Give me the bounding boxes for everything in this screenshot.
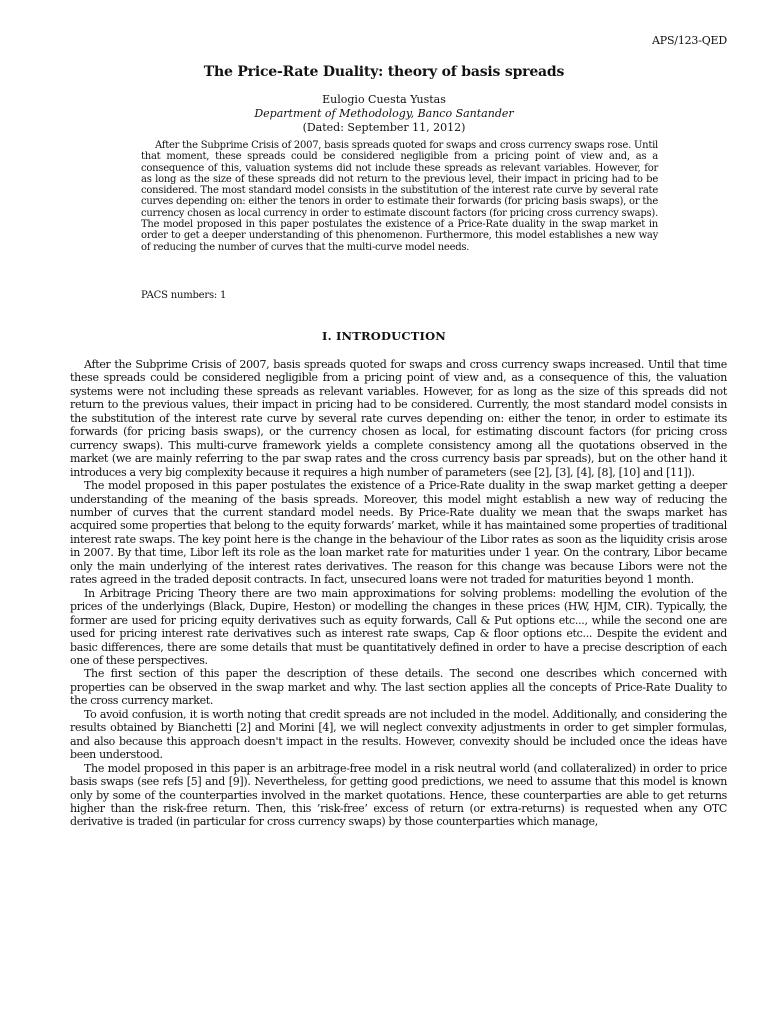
abstract [141, 140, 658, 253]
date-line: (Dated: September 11, 2012) [302, 121, 466, 134]
section-heading-introduction: I. INTRODUCTION [321, 329, 447, 343]
body-paragraph: The first section of this paper the description of these details. The second one describes which concerned with properties can be observed in the swap market and why. The last section applies all the concepts of Price-Rate Duality to the cross currency market. [70, 667, 727, 708]
paper-title: The Price-Rate Duality: theory of basis spreads [203, 64, 565, 80]
author-affiliation: Department of Methodology, Banco Santander [254, 107, 514, 120]
preprint-number: APS/123-QED [652, 34, 727, 47]
body-paragraph: After the Subprime Crisis of 2007, basis spreads quoted for swaps and cross currency swaps increased. Until that time these spreads could be considered negligible from a pricing point of view and, as a consequence of this, the valuation systems were not including these spreads as relevant variables. However, for as long as the size of this spreads did not return to the previous values, their impact in pricing had to be considered. Currently, the most standard model consists in the substitution of the interest rate curve by several rate curves depending on: either the tenor, in order to estimate its forwards (for pricing basis swaps), or the currency chosen as local, for estimating discount factors (for pricing cross currency swaps). This multi-curve framework yields a complete consistency among all the quotations observed in the market (we are mainly referring to the par swap rates and the cross currency basis par spreads), but on the other hand it introduces a very big complexity because it requires a high number of parameters (see [2], [3], [4], [8], [10] and [11]). [70, 358, 727, 479]
body-paragraph: In Arbitrage Pricing Theory there are two main approximations for solving problems: modelling the evolution of the prices of the underlyings (Black, Dupire, Heston) or modelling the changes in these prices (HW, HJM, CIR). Typically, the former are used for pricing equity derivatives such as equity forwards, Call & Put options etc..., while the second one are used for pricing interest rate derivatives such as interest rate swaps, Cap & floor options etc... Despite the evident and basic differences, there are some details that must be quantitatively defined in order to have a precise description of each one of these perspectives. [70, 586, 727, 667]
body-paragraph: The model proposed in this paper postulates the existence of a Price-Rate duality in the swap market getting a deeper understanding of the meaning of the basis spreads. Moreover, this model might establish a new way of reducing the number of curves that the current standard model needs. By Price-Rate duality we mean that the swaps market has acquired some properties that belong to the equity forwards’ market, while it has maintained some properties of traditional interest rate swaps. The key point here is the change in the behaviour of the Libor rates as soon as the liquidity crisis arose in 2007. By that time, Libor left its role as the loan market rate for maturities under 1 year. On the contrary, Libor became only the main underlying of the interest rates derivatives. The reason for this change was because Libors were not the rates agreed in the traded deposit contracts. In fact, unsecured loans were not traded for maturities beyond 1 month. [70, 479, 727, 587]
abstract-text: After the Subprime Crisis of 2007, basis spreads quoted for swaps and cross currency swaps rose. Until that moment, these spreads could be considered negligible from a pricing point of view and, as a consequence of this, valuation systems did not include these spreads as relevant variables. However, for as long as the size of these spreads did not return to the previous level, their impact in pricing had to be considered. The most standard model consists in the substitution of the interest rate curve by several rate curves depending on: either the tenors in order to estimate their forwards (for pricing basis swaps), or the currency chosen as local currency in order to estimate discount factors (for pricing cross currency swaps). The model proposed in this paper postulates the existence of a Price-Rate duality in the swap market in order to get a deeper understanding of this phenomenon. Furthermore, this model establishes a new way of reducing the number of curves that the multi-curve model needs. [141, 140, 658, 253]
introduction-body [70, 358, 727, 829]
author-name: Eulogio Cuesta Yustas [322, 93, 446, 106]
pacs-numbers: PACS numbers: 1 [141, 290, 227, 301]
body-paragraph: The model proposed in this paper is an arbitrage-free model in a risk neutral world (and collateralized) in order to price basis swaps (see refs [5] and [9]). Nevertheless, for getting good predictions, we need to assume that this model is known only by some of the counterparties involved in the market quotations. Hence, these counterparties are able to get returns higher than the risk-free return. Then, this ’risk-free’ excess of return (or extra-returns) is requested when any OTC derivative is traded (in particular for cross currency swaps) by those counterparties which manage, [70, 761, 727, 829]
body-paragraph: To avoid confusion, it is worth noting that credit spreads are not included in the model. Additionally, and considering the results obtained by Bianchetti [2] and Morini [4], we will neglect convexity adjustments in order to get simpler formulas, and also because this approach doesn't impact in the results. However, convexity should be included once the ideas have been understood. [70, 707, 727, 762]
